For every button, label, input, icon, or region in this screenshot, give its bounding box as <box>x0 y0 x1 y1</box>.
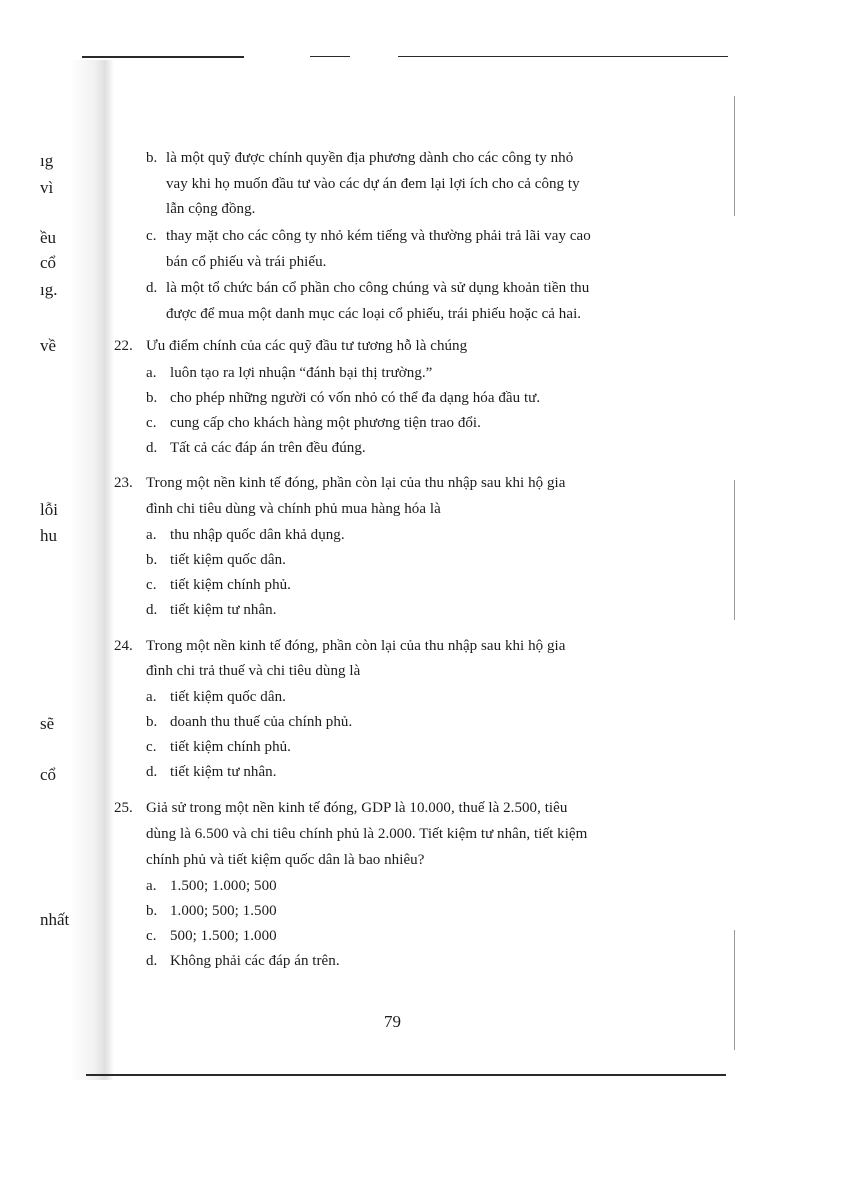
question-number: 25. <box>114 800 133 816</box>
question-number: 22. <box>114 338 133 354</box>
answer-option <box>146 879 277 894</box>
option-text: 1.000; 500; 1.500 <box>170 903 277 919</box>
question-text: Trong một nền kinh tế đóng, phần còn lại của thu nhập sau khi hộ gia <box>146 638 566 654</box>
option-label: a. <box>146 365 157 381</box>
option-label: d. <box>146 764 158 780</box>
bottom-rule <box>86 1074 726 1076</box>
right-edge-line <box>734 96 735 216</box>
question-text: Giả sử trong một nền kinh tế đóng, GDP là 10.000, thuế là 2.500, tiêu <box>146 800 568 816</box>
answer-option <box>146 715 352 730</box>
q21-option-b-label: b. <box>146 150 158 166</box>
answer-option <box>146 904 277 919</box>
option-label: a. <box>146 689 157 705</box>
margin-fragment: ều <box>40 228 57 247</box>
margin-fragment: hu <box>40 526 57 545</box>
top-rule-left <box>82 56 244 58</box>
option-label: b. <box>146 903 158 919</box>
top-rule-right <box>398 56 728 57</box>
q21-option-b-line: vay khi họ muốn đầu tư vào các dự án đem lại lợi ích cho cả công ty <box>166 176 580 192</box>
answer-option <box>146 690 286 705</box>
option-label: c. <box>146 928 157 944</box>
answer-option <box>146 578 291 593</box>
margin-fragment: nhất <box>40 910 70 929</box>
margin-fragment: ıg <box>40 151 54 170</box>
question-text: Ưu điểm chính của các quỹ đầu tư tương hỗ là chúng <box>146 338 468 354</box>
option-text: Tất cả các đáp án trên đều đúng. <box>170 440 366 456</box>
option-text: luôn tạo ra lợi nhuận “đánh bại thị trường.” <box>170 365 433 381</box>
q21-option-c-line: bán cổ phiếu và trái phiếu. <box>166 254 327 270</box>
question-text: chính phủ và tiết kiệm quốc dân là bao nhiêu? <box>146 852 425 868</box>
answer-option <box>146 416 481 431</box>
margin-fragment: về <box>40 336 57 355</box>
option-text: tiết kiệm quốc dân. <box>170 689 286 705</box>
option-label: d. <box>146 440 158 456</box>
question-text: dùng là 6.500 và chi tiêu chính phủ là 2.000. Tiết kiệm tư nhân, tiết kiệm <box>146 826 588 842</box>
q21-option-d-line: là một tổ chức bán cổ phần cho công chúng và sử dụng khoản tiền thu <box>166 280 590 296</box>
right-edge-line <box>734 930 735 1050</box>
answer-option <box>146 603 277 618</box>
option-label: d. <box>146 953 158 969</box>
margin-fragment: lỗi <box>40 500 58 519</box>
option-text: thu nhập quốc dân khả dụng. <box>170 527 345 543</box>
question-number: 23. <box>114 475 133 491</box>
q21-option-d-label: d. <box>146 280 158 296</box>
question-text: Trong một nền kinh tế đóng, phần còn lại của thu nhập sau khi hộ gia <box>146 475 566 491</box>
option-text: tiết kiệm chính phủ. <box>170 739 291 755</box>
option-label: a. <box>146 878 157 894</box>
answer-option <box>146 765 277 780</box>
option-label: a. <box>146 527 157 543</box>
option-label: b. <box>146 390 158 406</box>
answer-option <box>146 441 366 456</box>
option-text: 500; 1.500; 1.000 <box>170 928 277 944</box>
top-rule-mid <box>310 56 350 57</box>
q21-option-b-line: lẫn cộng đồng. <box>166 201 256 217</box>
option-label: d. <box>146 602 158 618</box>
q21-option-c-label: c. <box>146 228 157 244</box>
option-label: b. <box>146 714 158 730</box>
option-text: tiết kiệm tư nhân. <box>170 764 277 780</box>
answer-option <box>146 366 432 381</box>
q21-option-b-line: là một quỹ được chính quyền địa phương dành cho các công ty nhỏ <box>166 150 574 166</box>
answer-option <box>146 391 540 406</box>
margin-fragment: vì <box>40 178 54 197</box>
option-label: c. <box>146 577 157 593</box>
answer-option <box>146 528 345 543</box>
answer-option <box>146 740 291 755</box>
question-text: đình chi trả thuế và chi tiêu dùng là <box>146 663 361 679</box>
option-text: doanh thu thuế của chính phủ. <box>170 714 353 730</box>
page-number: 79 <box>384 1012 401 1031</box>
question-number: 24. <box>114 638 133 654</box>
answer-option <box>146 553 286 568</box>
option-label: b. <box>146 552 158 568</box>
q21-option-d-line: được để mua một danh mục các loại cổ phiếu, trái phiếu hoặc cả hai. <box>166 306 582 322</box>
binding-shadow <box>70 60 114 1080</box>
answer-option <box>146 954 340 969</box>
option-text: cho phép những người có vốn nhỏ có thể đa dạng hóa đầu tư. <box>170 390 541 406</box>
option-text: tiết kiệm tư nhân. <box>170 602 277 618</box>
margin-fragment: cổ <box>40 765 57 784</box>
option-label: c. <box>146 415 157 431</box>
option-text: tiết kiệm quốc dân. <box>170 552 286 568</box>
option-text: cung cấp cho khách hàng một phương tiện trao đổi. <box>170 415 481 431</box>
margin-fragment: cổ <box>40 253 57 272</box>
question-text: đình chi tiêu dùng và chính phủ mua hàng hóa là <box>146 501 441 517</box>
right-edge-line <box>734 480 735 620</box>
option-label: c. <box>146 739 157 755</box>
margin-fragment: sẽ <box>40 714 55 733</box>
option-text: Không phải các đáp án trên. <box>170 953 340 969</box>
answer-option <box>146 929 277 944</box>
q21-option-c-line: thay mặt cho các công ty nhỏ kém tiếng và thường phải trả lãi vay cao <box>166 228 591 244</box>
margin-fragment: ıg. <box>40 280 58 299</box>
option-text: tiết kiệm chính phủ. <box>170 577 291 593</box>
option-text: 1.500; 1.000; 500 <box>170 878 277 894</box>
